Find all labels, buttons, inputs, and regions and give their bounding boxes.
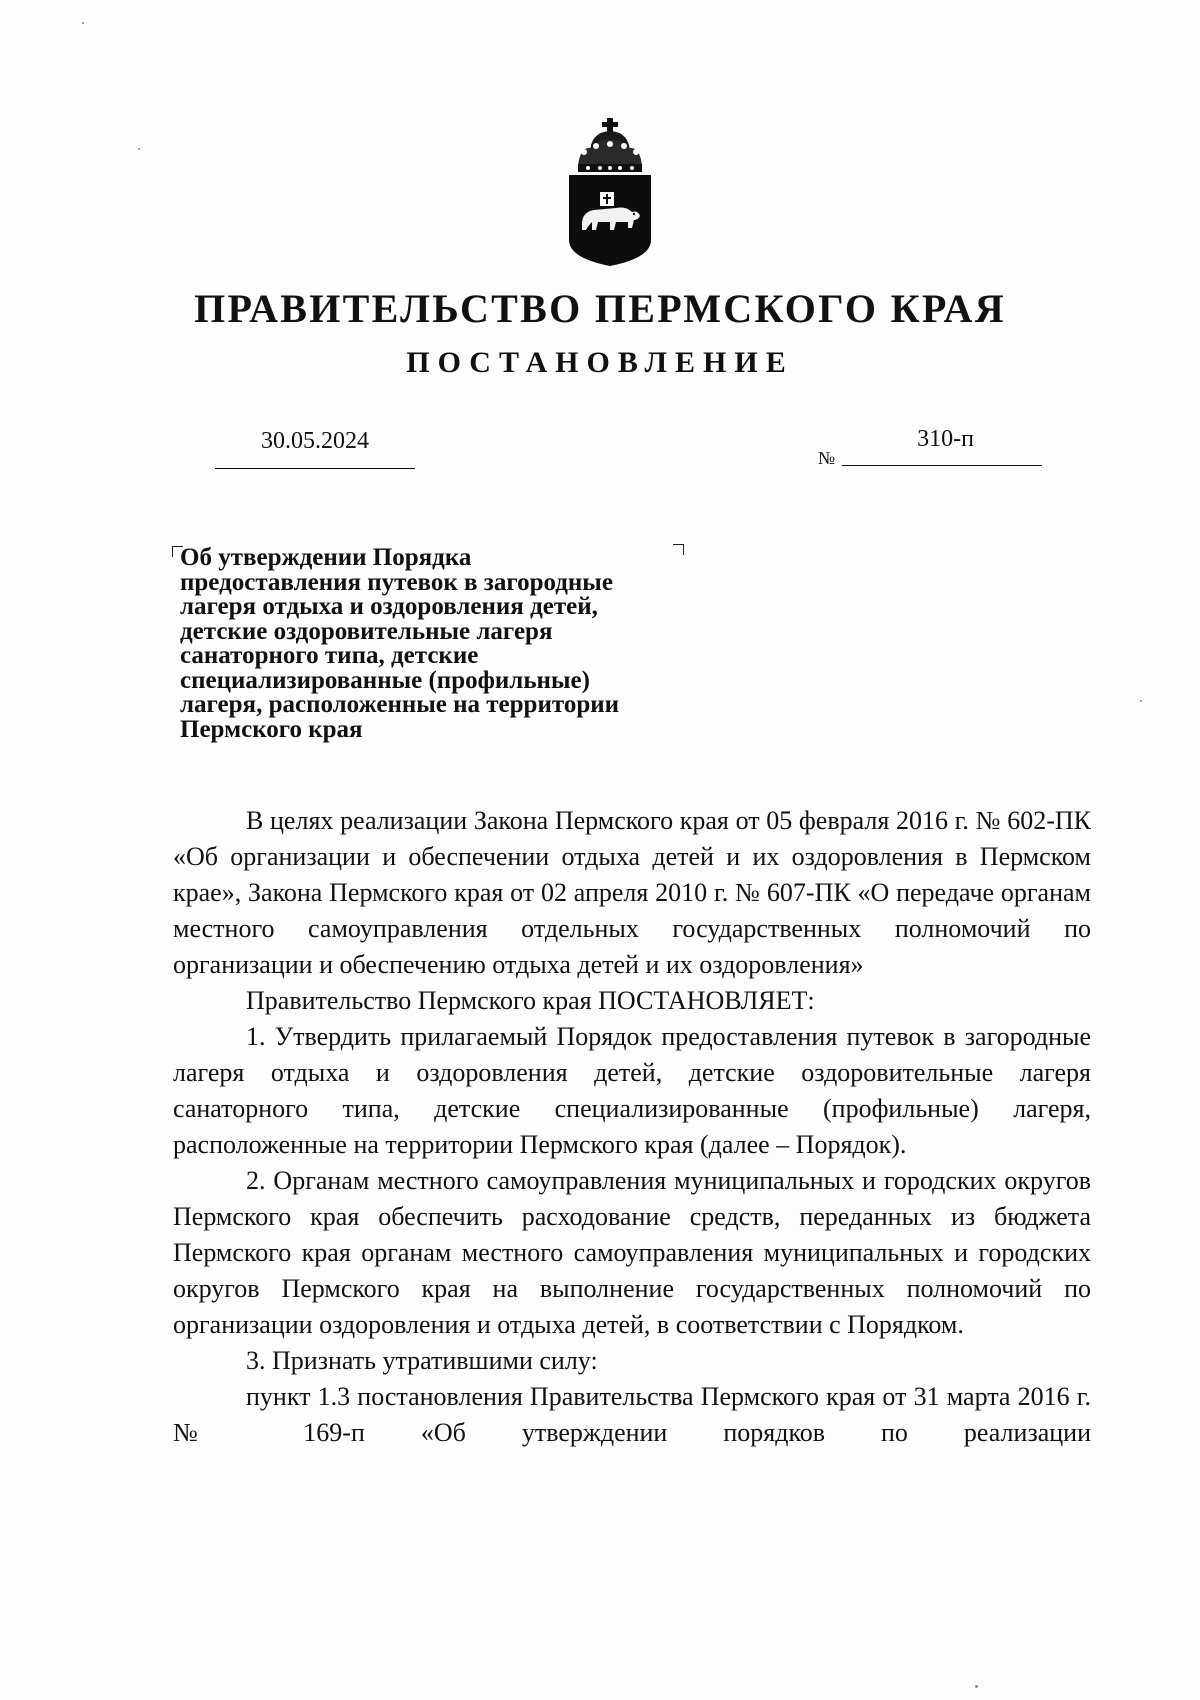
document-date: 30.05.2024 xyxy=(261,428,369,454)
subject-line: лагеря, расположенные на территории xyxy=(180,691,620,718)
date-underline xyxy=(215,468,415,469)
document-type-heading: ПОСТАНОВЛЕНИЕ xyxy=(406,346,794,379)
subject-line: предоставления путевок в загородные xyxy=(180,568,613,596)
clause-2: 2. Органам местного самоуправления муниципальных и городских округов Пермского края обеспечить расходование средств, переданных из бюджета Пермского края органам местного самоуправления муниципальных и городских округов Пермского края на выполнение государственных полномочий по организации оздоровления и отдыха детей, в соответствии с Порядком. xyxy=(173,1166,1091,1339)
clause-3: 3. Признать утратившими силу: xyxy=(246,1346,598,1375)
document-subject xyxy=(180,546,700,742)
number-underline xyxy=(842,465,1042,466)
document-body xyxy=(173,803,1091,1451)
organization-title: ПРАВИТЕЛЬСТВО ПЕРМСКОГО КРАЯ xyxy=(194,286,1006,331)
number-field xyxy=(818,420,1043,470)
scan-speck xyxy=(138,148,140,150)
subject-line: специализированные (профильные) xyxy=(180,666,590,694)
number-sign: № xyxy=(818,448,836,468)
subject-line: Об утверждении Порядка xyxy=(180,544,472,571)
document-number: 310-п xyxy=(917,426,974,452)
resolution-statement: Правительство Пермского края ПОСТАНОВЛЯЕТ: xyxy=(246,986,815,1015)
subject-line: лагеря отдыха и оздоровления детей, xyxy=(180,593,598,620)
subject-line: санаторного типа, детские xyxy=(180,642,479,669)
scan-speck xyxy=(975,1685,978,1688)
clause-1: 1. Утвердить прилагаемый Порядок предоставления путевок в загородные лагеря отдыха и оздоровления детей, детские оздоровительные лагеря санаторного типа, детские специализированные (профильные) лагеря, расположенные на территории Пермского края (далее – Порядок). xyxy=(173,1022,1091,1159)
subject-line: Пермского края xyxy=(180,715,363,743)
date-field xyxy=(215,424,415,472)
scan-speck xyxy=(82,22,84,24)
perm-krai-coat-of-arms-icon xyxy=(568,118,652,268)
subject-line: детские оздоровительные лагеря xyxy=(180,617,553,645)
clause-3-item: пункт 1.3 постановления Правительства Пермского края от 31 марта 2016 г. № 169-п «Об утверждении порядков по реализации xyxy=(173,1382,1091,1447)
preamble-paragraph: В целях реализации Закона Пермского края от 05 февраля 2016 г. № 602-ПК «Об организации и обеспечении отдыха детей и их оздоровления в Пермском крае», Закона Пермского края от 02 апреля 2010 г. № 607-ПК «О передаче органам местного самоуправления отдельных государственных полномочий по организации и обеспечению отдыха детей и их оздоровления» xyxy=(173,806,1091,979)
scan-speck xyxy=(1140,700,1142,702)
